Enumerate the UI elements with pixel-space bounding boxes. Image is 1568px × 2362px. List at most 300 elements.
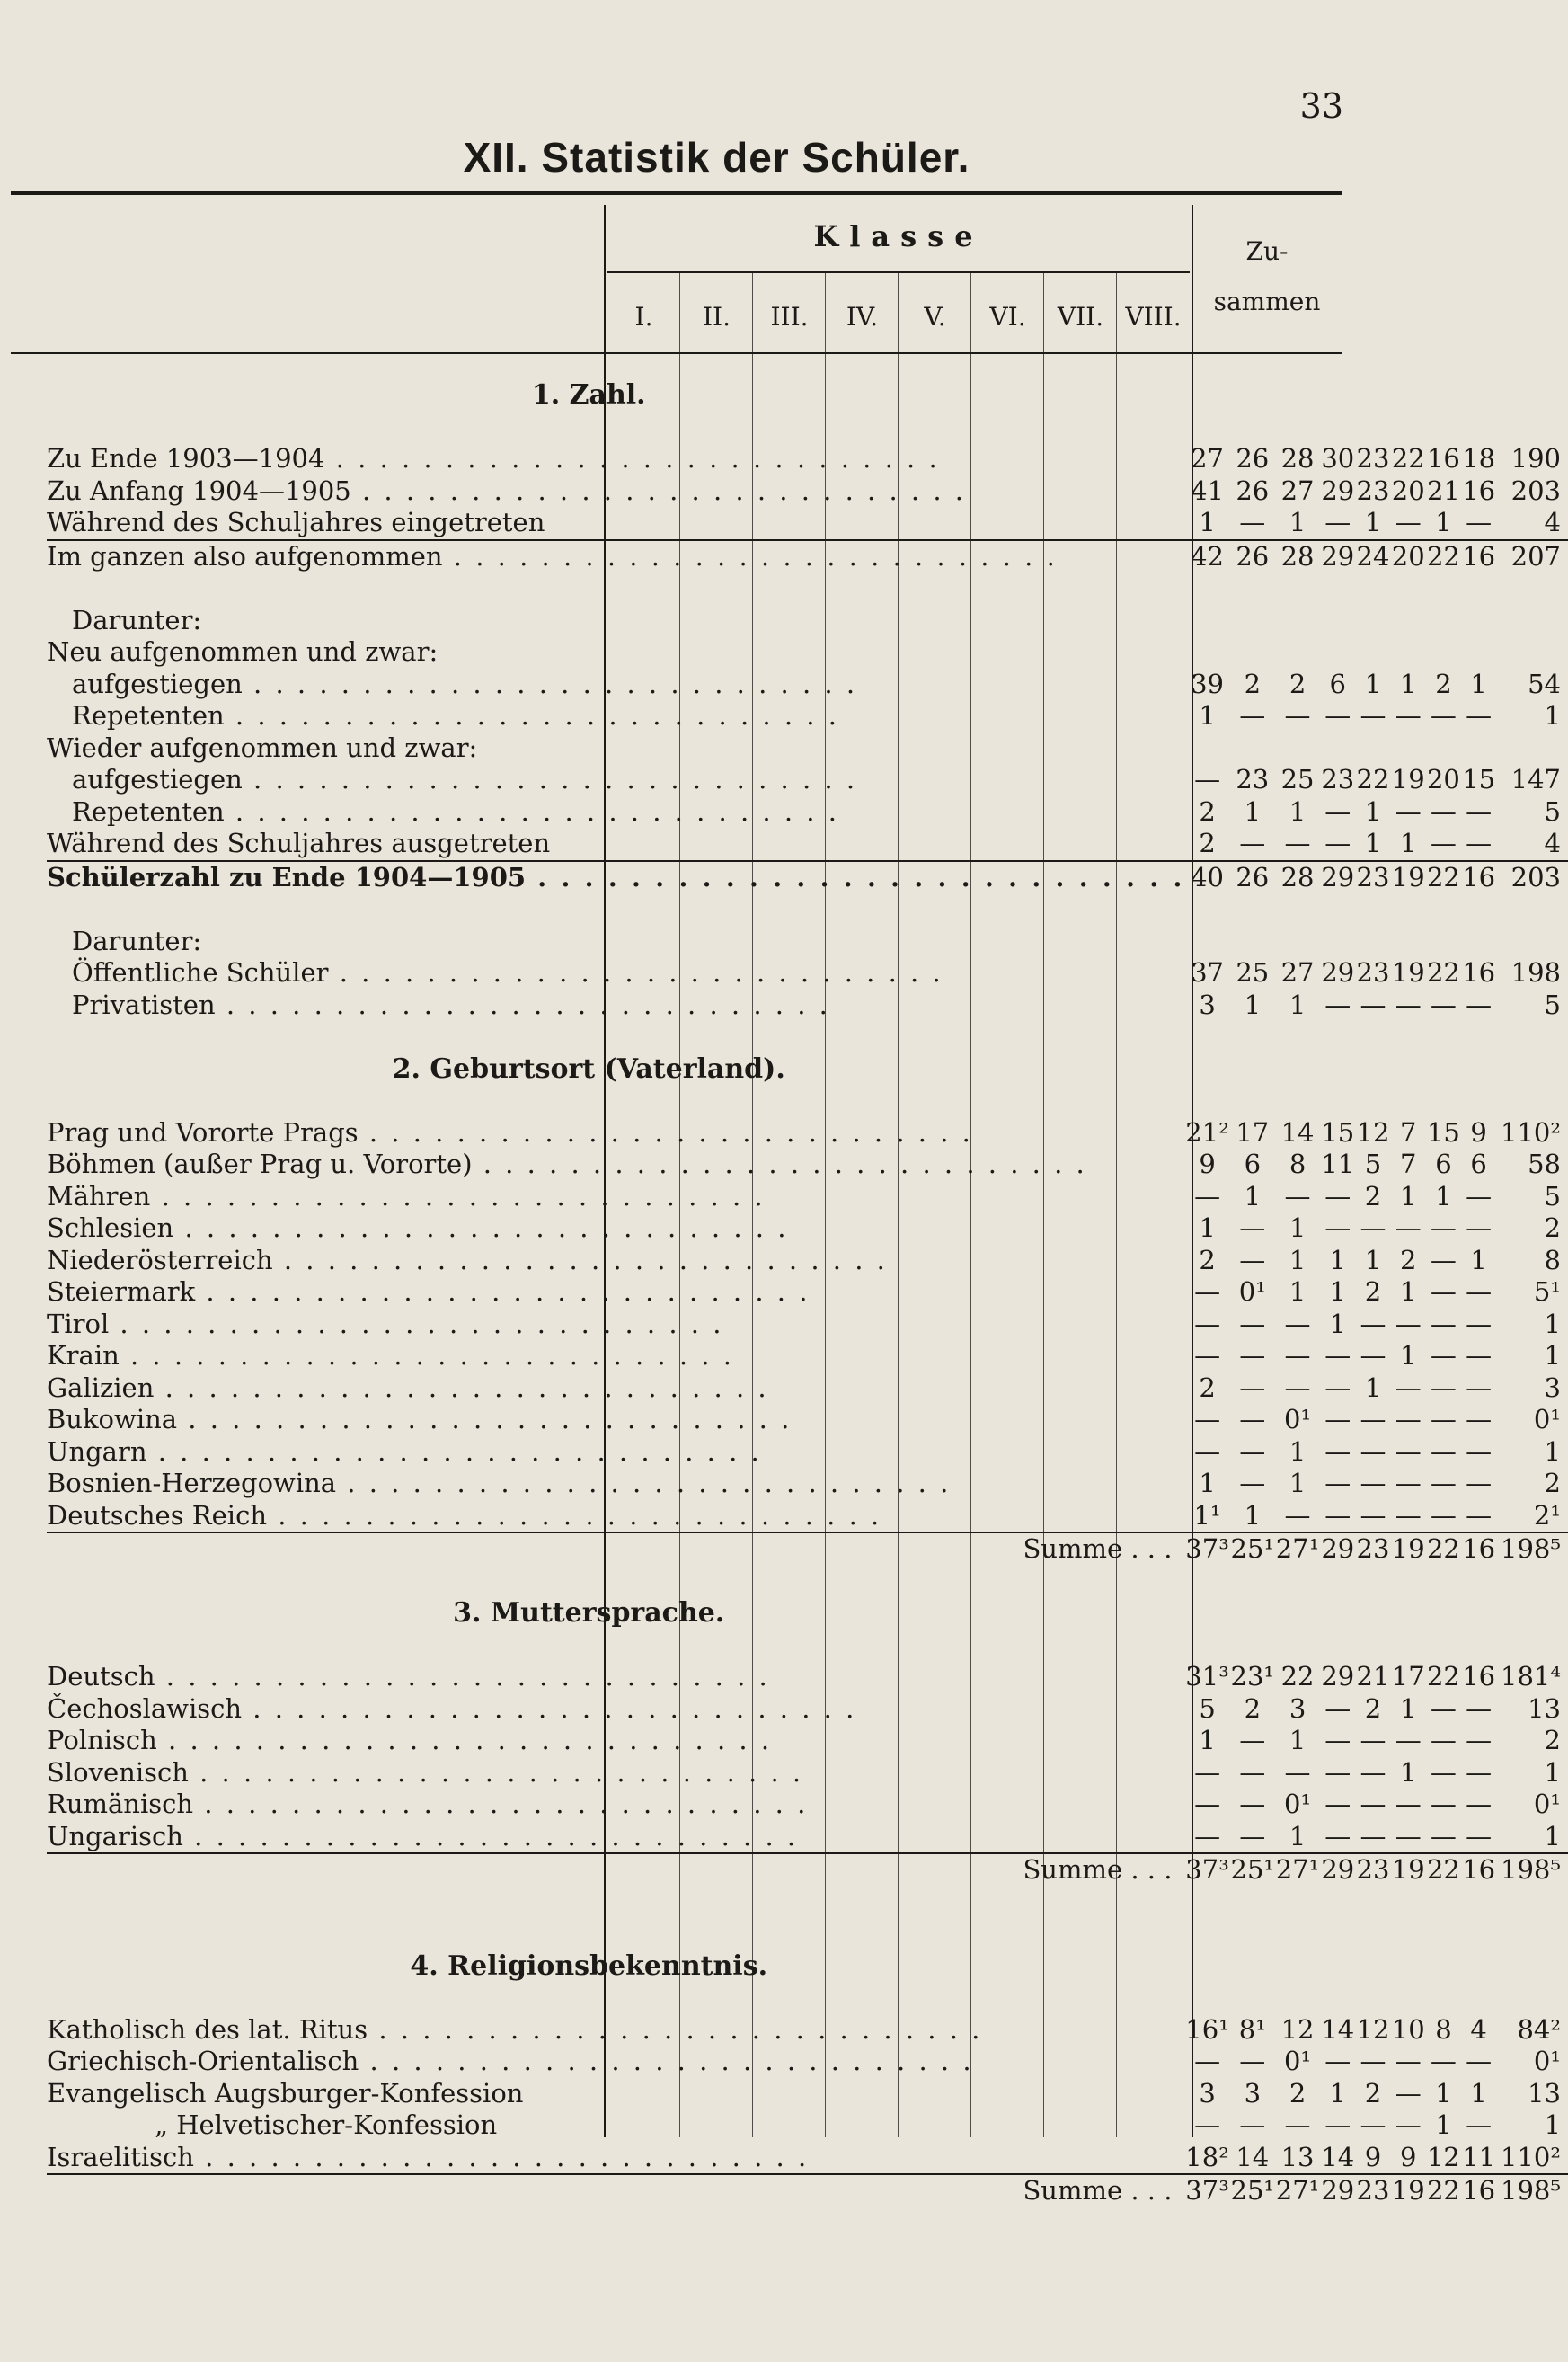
class-value-cell: 2 — [1289, 2077, 1307, 2109]
class-value-cell: 1 — [1364, 668, 1382, 699]
class-value-cell: — — [1324, 700, 1351, 731]
class-value-cell: 1 — [1364, 507, 1382, 537]
class-value-cell: 1 — [1244, 795, 1262, 827]
class-value-cell: — — [1360, 1820, 1386, 1851]
class-value-cell: 29 — [1321, 475, 1355, 506]
table-row — [47, 1276, 1568, 1309]
header-bottom-rule — [11, 352, 1342, 354]
class-value-cell: 1 — [1329, 1308, 1346, 1339]
row-label: Deutsches Reich . . . — [47, 1500, 1184, 1533]
class-value-cell: 37 — [1191, 957, 1225, 988]
class-value-cell: — — [1194, 2109, 1221, 2140]
class-value-cell: 0¹ — [1284, 1404, 1312, 1434]
table-row — [47, 1212, 1568, 1245]
row-label: Galizien . . . — [47, 1372, 1184, 1405]
empty-cell — [1230, 605, 1275, 637]
class-value-cell: 16 — [1462, 861, 1496, 892]
empty-cell — [1496, 605, 1568, 637]
class-value-cell: 0¹ — [1238, 1276, 1266, 1307]
class-value-cell: — — [1466, 1789, 1493, 1819]
class-value-cell: — — [1430, 1244, 1457, 1275]
empty-cell — [1320, 926, 1355, 958]
class-value-cell: 27¹ — [1275, 1533, 1320, 1564]
total-header-line1: Zu- — [1245, 236, 1289, 266]
class-value-cell: — — [1194, 1756, 1221, 1788]
class-value-cell: 30 — [1321, 443, 1355, 474]
empty-cell — [1391, 636, 1426, 669]
class-value-cell: 27¹ — [1275, 2175, 1320, 2206]
class-value-cell: 37³ — [1185, 1533, 1229, 1564]
total-cell: 3 — [1544, 1372, 1561, 1403]
empty-cell — [1355, 605, 1390, 637]
total-cell: 1 — [1544, 1756, 1561, 1788]
class-value-cell: — — [1395, 1212, 1422, 1243]
total-cell: 1 — [1544, 1308, 1561, 1339]
class-value-cell: — — [1395, 2077, 1422, 2109]
total-cell: 0¹ — [1533, 2046, 1561, 2076]
class-value-cell: — — [1466, 1372, 1493, 1403]
total-cell: 198⁵ — [1496, 1532, 1568, 1566]
class-value-cell: — — [1430, 795, 1457, 827]
class-value-cell: — — [1194, 1308, 1221, 1339]
class-value-cell: 25¹ — [1230, 1854, 1275, 1885]
class-value-cell: 23 — [1356, 1854, 1390, 1885]
class-value-cell: 25 — [1236, 957, 1270, 988]
class-value-cell: — — [1239, 2109, 1266, 2140]
klasse-rule — [607, 271, 1190, 273]
class-value-cell: 1 — [1289, 1468, 1307, 1498]
class-value-cell: 29 — [1321, 1661, 1355, 1692]
row-label: Öffentliche Schüler . . . — [47, 957, 1184, 990]
class-value-cell: — — [1324, 1820, 1351, 1851]
table-row — [47, 1117, 1568, 1150]
class-value-cell: 2 — [1289, 668, 1307, 699]
class-value-cell: — — [1466, 507, 1493, 537]
table-row — [47, 2109, 1568, 2142]
row-label: Čechoslawisch . . . — [47, 1693, 1184, 1726]
total-cell: 198 — [1510, 957, 1561, 988]
class-value-cell: 42 — [1184, 540, 1229, 573]
row-label: Zu Anfang 1904—1905 . . . — [47, 475, 1184, 508]
subheading-row — [47, 926, 1568, 958]
empty-cell — [1461, 636, 1496, 669]
class-value-cell: 17 — [1236, 1116, 1270, 1148]
class-value-cell: — — [1430, 1468, 1457, 1498]
section-heading-row — [47, 1950, 1568, 1983]
row-label: Böhmen (außer Prag u. Vororte) . . . — [47, 1149, 1184, 1181]
class-value-cell: — — [1284, 1372, 1311, 1403]
row-label: Griechisch-Orientalisch . . . — [47, 2046, 1184, 2078]
empty-cell — [1320, 605, 1355, 637]
class-value-cell: 27 — [1280, 957, 1315, 988]
total-cell: 207 — [1496, 540, 1568, 573]
class-value-cell: — — [1395, 700, 1422, 731]
class-value-cell: 22 — [1356, 764, 1390, 795]
spacer-cell — [47, 1982, 1568, 2014]
class-value-cell: 25 — [1280, 764, 1315, 795]
empty-cell — [1426, 926, 1461, 958]
total-cell: 0¹ — [1533, 1789, 1561, 1819]
total-cell: 5 — [1544, 1180, 1561, 1212]
class-value-cell: — — [1360, 1308, 1386, 1339]
table-row — [47, 1468, 1568, 1500]
row-label: Ungarn . . . — [47, 1436, 1184, 1469]
class-value-cell: — — [1194, 1180, 1221, 1212]
empty-cell — [1461, 926, 1496, 958]
class-value-cell: 37³ — [1185, 2175, 1229, 2206]
spacer-cell — [47, 1021, 1568, 1053]
empty-cell — [1275, 926, 1320, 958]
class-value-cell: — — [1466, 1212, 1493, 1243]
empty-cell — [1184, 636, 1229, 669]
total-cell: 110² — [1501, 1116, 1561, 1148]
class-value-cell: 23 — [1236, 764, 1270, 795]
class-value-cell: — — [1194, 1820, 1221, 1851]
class-value-cell: — — [1395, 1499, 1422, 1531]
empty-cell — [1355, 926, 1390, 958]
class-value-cell: — — [1395, 989, 1422, 1020]
table-row — [47, 1821, 1568, 1854]
empty-cell — [1230, 926, 1275, 958]
class-value-cell: 12 — [1426, 2141, 1460, 2172]
total-cell: 2 — [1544, 1212, 1561, 1243]
empty-cell — [1391, 926, 1426, 958]
empty-cell — [1426, 636, 1461, 669]
class-value-cell: — — [1239, 1435, 1266, 1467]
class-value-cell: — — [1395, 1404, 1422, 1434]
row-label: Krain . . . — [47, 1340, 1184, 1372]
class-value-cell: — — [1466, 1276, 1493, 1307]
class-value-cell: 1 — [1399, 1180, 1417, 1212]
class-value-cell: 6 — [1470, 1149, 1487, 1179]
total-cell: 4 — [1544, 507, 1561, 537]
class-value-cell: 1 — [1244, 1180, 1262, 1212]
table-row — [47, 1693, 1568, 1726]
class-value-cell: 1 — [1435, 1180, 1452, 1212]
class-value-cell: 5 — [1199, 1692, 1216, 1724]
class-value-cell: — — [1466, 700, 1493, 731]
class-value-cell: 5 — [1364, 1149, 1382, 1179]
class-value-cell: 23 — [1356, 475, 1390, 506]
total-cell: 203 — [1496, 861, 1568, 894]
class-value-cell: 20 — [1391, 540, 1425, 572]
class-value-cell: 8 — [1289, 1149, 1307, 1179]
table-row — [47, 1500, 1568, 1533]
class-value-cell: — — [1466, 2109, 1493, 2140]
class-value-cell: — — [1324, 2046, 1351, 2076]
class-value-cell: 1 — [1329, 1276, 1346, 1307]
empty-cell — [1496, 636, 1568, 669]
class-value-cell: 2 — [1244, 1692, 1262, 1724]
row-label: Steiermark . . . — [47, 1276, 1184, 1309]
class-value-cell: — — [1194, 2046, 1221, 2076]
class-value-cell: — — [1430, 1789, 1457, 1819]
subheading-label: Neu aufgenommen und zwar: — [47, 636, 439, 667]
class-value-cell: — — [1430, 1725, 1457, 1755]
class-value-cell: 1 — [1329, 2077, 1346, 2109]
class-value-cell: 1 — [1435, 2109, 1452, 2140]
class-value-cell: 1 — [1289, 1244, 1307, 1275]
class-value-cell: — — [1324, 1789, 1351, 1819]
table-row — [47, 1181, 1568, 1213]
class-value-cell: — — [1466, 1499, 1493, 1531]
class-value-cell: 4 — [1470, 2013, 1487, 2045]
class-value-cell: — — [1324, 1372, 1351, 1403]
class-value-cell: — — [1466, 828, 1493, 858]
class-value-cell: — — [1430, 1692, 1457, 1724]
class-value-cell: — — [1466, 1180, 1493, 1212]
class-value-cell: — — [1360, 1212, 1386, 1243]
subheading-row — [47, 733, 1568, 765]
row-label: Summe . . . — [47, 2174, 1184, 2207]
class-value-cell: 15 — [1462, 764, 1496, 795]
row-label: aufgestiegen . . . — [47, 764, 1184, 796]
total-cell: 5 — [1544, 795, 1561, 827]
spacer-row — [47, 1918, 1568, 1950]
class-value-cell: — — [1395, 507, 1422, 537]
class-value-cell: 39 — [1191, 668, 1225, 699]
empty-cell — [1275, 733, 1320, 765]
class-value-cell: 13 — [1280, 2141, 1315, 2172]
class-value-cell: 16 — [1462, 1661, 1496, 1692]
class-value-cell: — — [1430, 1499, 1457, 1531]
class-value-cell: — — [1395, 2109, 1422, 2140]
class-value-cell: 22 — [1426, 957, 1460, 988]
total-cell: 5 — [1544, 989, 1561, 1020]
class-value-cell: 19 — [1391, 2175, 1425, 2206]
class-value-cell: — — [1239, 828, 1266, 858]
subheading-label: Darunter: — [72, 604, 202, 635]
row-label: Schülerzahl zu Ende 1904—1905 . . . — [47, 861, 1184, 894]
class-value-cell: 3 — [1244, 2077, 1262, 2109]
class-value-cell: 1 — [1199, 700, 1216, 731]
subheading-label: Darunter: — [72, 925, 202, 956]
total-cell: 2 — [1544, 1468, 1561, 1498]
total-cell: 110² — [1501, 2141, 1561, 2172]
class-value-cell: — — [1239, 1468, 1266, 1498]
class-value-cell: — — [1284, 1308, 1311, 1339]
column-header: IV. — [846, 302, 879, 332]
table-row — [47, 828, 1568, 861]
class-value-cell: 26 — [1236, 443, 1270, 474]
spacer-row — [47, 1887, 1568, 1919]
class-value-cell: — — [1324, 1404, 1351, 1434]
column-header: VII. — [1057, 302, 1104, 332]
class-value-cell: — — [1430, 828, 1457, 858]
class-value-cell: 1 — [1289, 989, 1307, 1020]
empty-cell — [1230, 733, 1275, 765]
table-row — [47, 764, 1568, 796]
class-value-cell: — — [1194, 764, 1221, 795]
class-value-cell: 22 — [1426, 861, 1460, 892]
class-value-cell: — — [1466, 1725, 1493, 1755]
class-value-cell: — — [1430, 1404, 1457, 1434]
row-label: Mähren . . . — [47, 1181, 1184, 1213]
class-value-cell: 1 — [1435, 2077, 1452, 2109]
class-value-cell: — — [1430, 1276, 1457, 1307]
class-value-cell: 23 — [1321, 764, 1355, 795]
class-value-cell: 14 — [1321, 2141, 1355, 2172]
class-value-cell: — — [1324, 507, 1351, 537]
class-value-cell: 22 — [1426, 2175, 1460, 2206]
class-value-cell: 27 — [1280, 475, 1315, 506]
class-value-cell: 15 — [1426, 1116, 1460, 1148]
class-value-cell: — — [1360, 2046, 1386, 2076]
table-row — [47, 1245, 1568, 1277]
class-value-cell: — — [1360, 2109, 1386, 2140]
class-value-cell: — — [1239, 1212, 1266, 1243]
class-value-cell: 2 — [1399, 1244, 1417, 1275]
class-value-cell: 19 — [1391, 1854, 1425, 1885]
class-value-cell: — — [1239, 1372, 1266, 1403]
column-header: VIII. — [1125, 302, 1182, 332]
class-value-cell: 2 — [1364, 2077, 1382, 2109]
class-value-cell: 27¹ — [1275, 1854, 1320, 1885]
statistics-table — [47, 379, 1568, 2207]
section-heading: 2. Geburtsort (Vaterland). — [392, 1052, 785, 1085]
class-value-cell: 1 — [1470, 668, 1487, 699]
class-value-cell: 10 — [1391, 2013, 1425, 2045]
class-value-cell: — — [1239, 1820, 1266, 1851]
row-label: Summe . . . — [47, 1853, 1184, 1887]
class-value-cell: 16 — [1462, 957, 1496, 988]
class-value-cell: 6 — [1329, 668, 1346, 699]
class-value-cell: 31³ — [1185, 1661, 1229, 1692]
class-value-cell: — — [1430, 1212, 1457, 1243]
class-value-cell: 22 — [1426, 1854, 1460, 1885]
class-value-cell: 37³ — [1185, 1854, 1229, 1885]
class-value-cell: 1 — [1289, 1435, 1307, 1467]
empty-cell — [1230, 636, 1275, 669]
class-value-cell: — — [1324, 828, 1351, 858]
class-value-cell: 12 — [1356, 1116, 1390, 1148]
class-value-cell: 14 — [1280, 1116, 1315, 1148]
spacer-row — [47, 1982, 1568, 2014]
class-value-cell: 14 — [1236, 2141, 1270, 2172]
class-value-cell: 22 — [1426, 1533, 1460, 1564]
table-row — [47, 669, 1568, 701]
class-value-cell: 2 — [1435, 668, 1452, 699]
class-value-cell: 23¹ — [1230, 1661, 1275, 1692]
page-title: XII. Statistik der Schüler. — [463, 134, 970, 181]
class-value-cell: 28 — [1275, 861, 1320, 894]
sum-row — [47, 2174, 1568, 2207]
class-value-cell: — — [1239, 1404, 1266, 1434]
row-label: Summe . . . — [47, 1532, 1184, 1566]
spacer-row — [47, 893, 1568, 926]
section-heading-row — [47, 1053, 1568, 1086]
total-cell: 1 — [1544, 1340, 1561, 1371]
class-value-cell: — — [1324, 1468, 1351, 1498]
total-cell: 2 — [1544, 1725, 1561, 1755]
empty-cell — [1320, 733, 1355, 765]
row-label: aufgestiegen . . . — [47, 669, 1184, 701]
class-value-cell: — — [1430, 1308, 1457, 1339]
total-cell: 147 — [1510, 764, 1561, 795]
table-row — [47, 507, 1568, 540]
class-value-cell: 1 — [1289, 1725, 1307, 1755]
class-value-cell: 17 — [1391, 1661, 1425, 1692]
row-label: „ Helvetischer-Konfession — [155, 2109, 498, 2140]
class-value-cell: — — [1324, 1692, 1351, 1724]
spacer-row — [47, 1566, 1568, 1598]
row-label: Während des Schuljahres ausgetreten — [47, 828, 551, 858]
table-row — [47, 1340, 1568, 1372]
spacer-cell — [47, 1918, 1568, 1950]
empty-cell — [1461, 733, 1496, 765]
class-value-cell: — — [1466, 1340, 1493, 1371]
class-value-cell: — — [1395, 1820, 1422, 1851]
table-row — [47, 990, 1568, 1022]
class-value-cell: 6 — [1244, 1149, 1262, 1179]
class-value-cell: — — [1284, 2109, 1311, 2140]
class-value-cell: — — [1430, 1756, 1457, 1788]
class-value-cell: 1 — [1199, 1212, 1216, 1243]
class-value-cell: 23 — [1356, 443, 1390, 474]
class-value-cell: — — [1239, 1340, 1266, 1371]
class-value-cell: — — [1466, 1308, 1493, 1339]
total-cell: 2¹ — [1533, 1499, 1561, 1531]
class-value-cell: — — [1324, 1756, 1351, 1788]
class-value-cell: 1 — [1399, 1276, 1417, 1307]
class-value-cell: 19 — [1391, 1533, 1425, 1564]
section-heading: 3. Muttersprache. — [453, 1597, 725, 1629]
total-cell: 203 — [1510, 475, 1561, 506]
class-value-cell: 18² — [1185, 2141, 1229, 2172]
class-value-cell: 16 — [1462, 1533, 1496, 1564]
total-header — [1195, 226, 1339, 327]
empty-cell — [1391, 733, 1426, 765]
class-value-cell: — — [1360, 1756, 1386, 1788]
class-value-cell: 0¹ — [1284, 2046, 1312, 2076]
class-value-cell: 16 — [1462, 540, 1496, 572]
class-value-cell: 23 — [1356, 2175, 1390, 2206]
spacer-cell — [47, 1887, 1568, 1919]
class-value-cell: 23 — [1356, 957, 1390, 988]
class-value-cell: 9 — [1399, 2141, 1417, 2172]
class-value-cell: 22 — [1391, 443, 1425, 474]
row-label: Polnisch . . . — [47, 1725, 1184, 1757]
class-value-cell: — — [1324, 795, 1351, 827]
class-value-cell: 19 — [1391, 861, 1425, 892]
total-cell: 198⁵ — [1496, 1853, 1568, 1887]
empty-cell — [1275, 605, 1320, 637]
class-value-cell: 21 — [1356, 1661, 1390, 1692]
spacer-row — [47, 1021, 1568, 1053]
column-header: II. — [702, 302, 731, 332]
row-label: Ungarisch . . . — [47, 1821, 1184, 1854]
class-value-cell: 7 — [1399, 1149, 1417, 1179]
row-label: Niederösterreich . . . — [47, 1245, 1184, 1277]
table-row — [47, 1372, 1568, 1405]
class-value-cell: 3 — [1199, 989, 1216, 1020]
class-value-cell: — — [1194, 1789, 1221, 1819]
class-value-cell: 25¹ — [1230, 1533, 1275, 1564]
empty-cell — [1355, 733, 1390, 765]
total-cell: 181⁴ — [1501, 1661, 1561, 1692]
class-value-cell: 23 — [1356, 861, 1390, 892]
total-cell: 54 — [1528, 668, 1561, 699]
class-value-cell: 1 — [1364, 1244, 1382, 1275]
class-value-cell: — — [1324, 1725, 1351, 1755]
spacer-row — [47, 412, 1568, 444]
class-value-cell: 29 — [1321, 957, 1355, 988]
total-cell: 4 — [1544, 828, 1561, 858]
class-value-cell: 21² — [1185, 1116, 1229, 1148]
class-value-cell: 3 — [1199, 2077, 1216, 2109]
class-value-cell: — — [1360, 1499, 1386, 1531]
row-label: Im ganzen also aufgenommen . . . — [47, 540, 1184, 573]
